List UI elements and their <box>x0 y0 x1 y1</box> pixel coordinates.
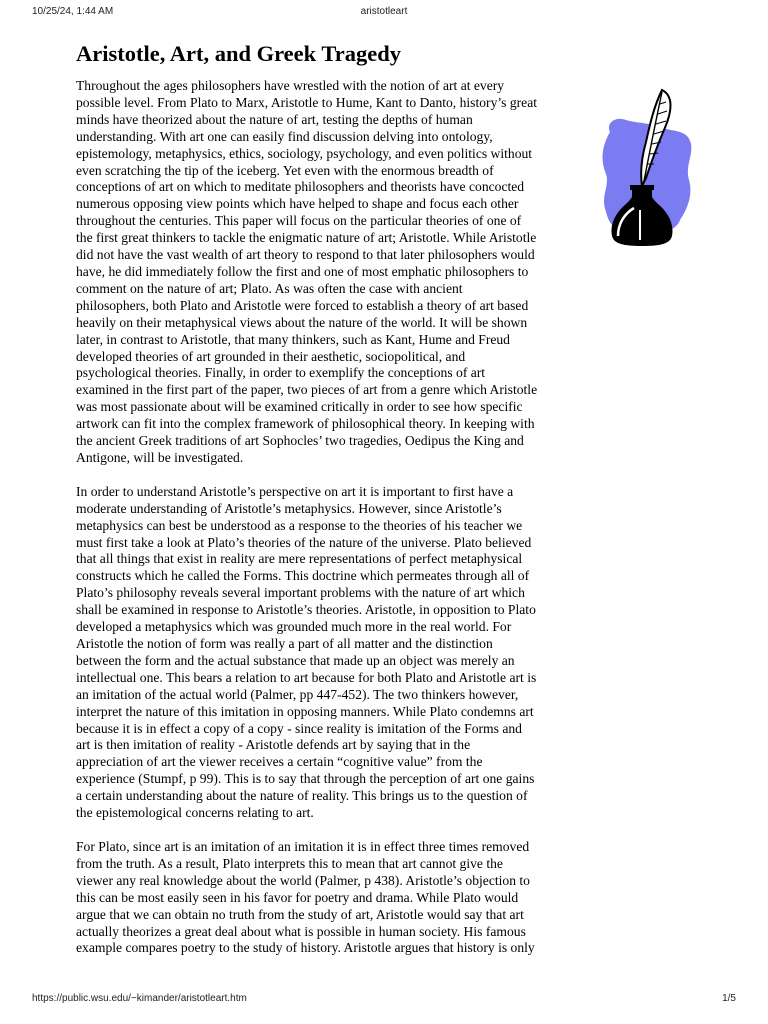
paragraph-line: understanding. With art one can easily find discussion delving into ontology, <box>76 128 493 144</box>
paragraph-line: intellectual one. This bears a relation to art because for both Plato and Aristotle art is <box>76 669 537 685</box>
paragraph-line: this can be most easily seen in his favor for poetry and drama. While Plato would <box>76 889 519 905</box>
paragraph-line: the first great thinkers to tackle the enigmatic nature of art; Aristotle. While Aristotle <box>76 230 537 246</box>
paragraph-line: actually theorizes a great deal about what is possible in human society. His famous <box>76 923 526 939</box>
paragraph-line: minds have theorized about the nature of art, testing the depths of human <box>76 111 473 127</box>
paragraph-line: the epistemological concerns relating to art. <box>76 805 314 821</box>
paragraph-line: In order to understand Aristotle’s perspective on art it is important to first have a <box>76 483 514 499</box>
paragraph-line: must first take a look at Plato’s theories of the nature of the universe. Plato believed <box>76 534 532 550</box>
paragraph-line: comment on the nature of art; Plato. As was often the case with ancient <box>76 280 463 296</box>
paragraph-line: examined in the first part of the paper, two pieces of art from a genre which Aristotle <box>76 382 538 398</box>
paragraph-line: did not have the vast wealth of art theory to respond to that later philosophers would <box>76 247 535 263</box>
print-datetime: 10/25/24, 1:44 AM <box>32 6 114 17</box>
paragraph-line: conceptions of art on which to meditate philosophers and theorists have concocted <box>76 179 525 195</box>
paragraph-line: the ancient Greek traditions of art Sophocles’ two tragedies, Oedipus the King and <box>76 433 524 449</box>
quill-inkwell-icon <box>596 86 696 258</box>
paragraph-line: philosophers, both Plato and Aristotle were forced to establish a theory of art based <box>76 297 529 313</box>
paragraph-line: example compares poetry to the study of history. Aristotle argues that history is only <box>76 940 535 956</box>
paragraph-line: appreciation of art the viewer receives a certain “cognitive value” from the <box>76 754 483 770</box>
paragraph-line: developed theories of art grounded in their aesthetic, sociopolitical, and <box>76 348 466 364</box>
paragraph-line: argue that we can obtain no truth from the study of art, Aristotle would say that art <box>76 906 524 922</box>
paragraph-line: that all things that exist in reality are mere representations of perfect metaphysical <box>76 551 523 567</box>
page-url: https://public.wsu.edu/~kimander/aristotleart.htm <box>32 993 247 1004</box>
paragraph-line: artwork can fit into the complex framework of philosophical theory. In keeping with <box>76 416 535 432</box>
paragraph-line: art is then imitation of reality - Aristotle defends art by saying that in the <box>76 737 471 753</box>
paragraph-line: from the truth. As a result, Plato interprets this to mean that art cannot give the <box>76 855 503 871</box>
paragraph-line: have, he did immediately follow the first and one of most emphatic philosophers to <box>76 263 529 279</box>
paragraph-line: later, in contrast to Aristotle, that many thinkers, such as Kant, Hume and Freud <box>76 331 510 347</box>
article-title: Aristotle, Art, and Greek Tragedy <box>76 41 401 66</box>
paragraph-line: was most passionate about will be examined critically in order to see how specific <box>76 399 523 415</box>
paragraph-line: an imitation of the actual world (Palmer, pp 447-452). The two thinkers however, <box>76 686 519 702</box>
paragraph-line: throughout the centuries. This paper will focus on the particular theories of one of <box>76 213 522 229</box>
paragraph-line: Plato’s philosophy reveals several important problems with the nature of art which <box>76 585 525 601</box>
paragraph-line: Antigone, will be investigated. <box>76 449 244 465</box>
paragraph-line: psychological theories. Finally, in order to exemplify the conceptions of art <box>76 365 486 381</box>
paragraph-line: shall be examined in response to Aristotle’s theories. Aristotle, in opposition to Plato <box>76 602 536 618</box>
paragraph-line: a certain understanding about the nature of reality. This brings us to the question of <box>76 788 528 804</box>
paragraph-line: Aristotle the notion of form was really a part of all matter and the distinction <box>76 636 493 651</box>
paragraph-line: developed a metaphysics which was grounded much more in the real world. For <box>76 619 512 635</box>
paragraph-line: interpret the nature of this imitation in opposing manners. While Plato condemns art <box>76 703 534 719</box>
paragraph-line: because it is in effect a copy of a copy - since reality is imitation of the Forms and <box>76 720 522 736</box>
paragraph-line: numerous opposing view points which have helped to shape and focus each other <box>76 196 519 212</box>
paragraph-line: viewer any real knowledge about the world (Palmer, p 438). Aristotle’s objection to <box>76 872 530 888</box>
paragraph <box>76 839 768 957</box>
paragraph-line: For Plato, since art is an imitation of an imitation it is in effect three times removed <box>76 838 530 854</box>
paragraph <box>76 484 768 822</box>
paragraph-line: Throughout the ages philosophers have wrestled with the notion of art at every <box>76 78 505 93</box>
paragraph-line: metaphysics can best be understood as a response to the theories of his teacher we <box>76 517 523 533</box>
paragraph-line: between the form and the actual substance that made up an object was merely an <box>76 652 515 668</box>
paragraph-line: even scratching the tip of the iceberg. Yet even with the enormous breadth of <box>76 162 494 178</box>
paragraph-line: constructs which he called the Forms. This doctrine which permeates through all of <box>76 568 530 584</box>
paragraph-line: experience (Stumpf, p 99). This is to say that through the perception of art one gains <box>76 771 535 787</box>
print-doc-title: aristotleart <box>360 6 408 17</box>
paragraph-line: possible level. From Plato to Marx, Aristotle to Hume, Kant to Danto, history’s great <box>76 94 537 110</box>
paragraph-line: heavily on their metaphysical views about the nature of the world. It will be shown <box>76 314 528 330</box>
page-number: 1/5 <box>722 993 736 1004</box>
paragraph-line: epistemology, metaphysics, ethics, sociology, psychology, and even politics without <box>76 145 533 161</box>
paragraph-line: moderate understanding of Aristotle’s metaphysics. However, since Aristotle’s <box>76 500 502 516</box>
